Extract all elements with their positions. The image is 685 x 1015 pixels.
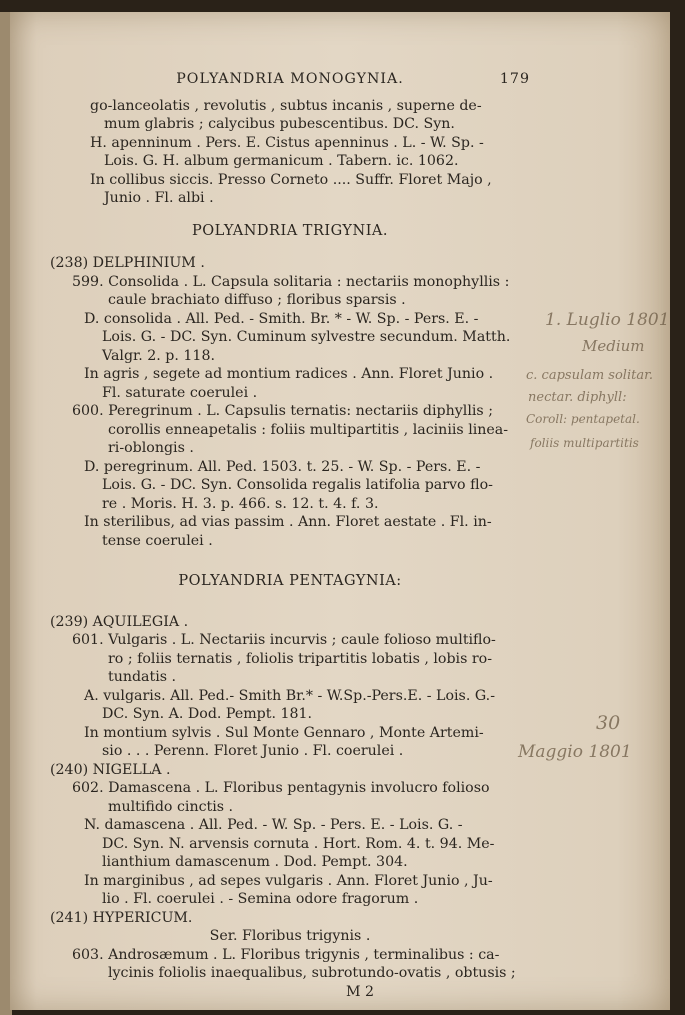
handwritten-line: Coroll: pentapetal.	[526, 412, 640, 426]
text-line: sio . . . Perenn. Floret Junio . Fl. coerulei .	[102, 743, 404, 759]
text-line: lio . Fl. coerulei . - Semina odore fragorum .	[102, 891, 419, 907]
species-line: 601. Vulgaris . L. Nectariis incurvis ; caule folioso multiflo-	[72, 632, 496, 648]
page-text	[50, 70, 530, 1001]
text-line: Lois. G. - DC. Syn. Cuminum sylvestre secundum. Matth.	[102, 329, 511, 345]
text-line: lycinis foliolis inaequalibus, subrotundo-ovatis , obtusis ;	[108, 965, 516, 981]
text-line: corollis enneapetalis : foliis multipartitis , laciniis linea-	[108, 421, 509, 438]
species-line: 600. Peregrinum . L. Capsulis ternatis: nectariis diphyllis ;	[72, 403, 493, 419]
section-heading-trigynia: POLYANDRIA TRIGYNIA.	[191, 222, 388, 239]
page-number: 179	[499, 71, 530, 87]
species-line: 603. Androsæmum . L. Floribus trigynis , terminalibus : ca-	[72, 946, 500, 963]
text-line: caule brachiato diffuso ; floribus sparsis .	[108, 292, 406, 308]
handwritten-line: foliis multipartitis	[530, 436, 639, 450]
genus-heading: (239) AQUILEGIA .	[50, 613, 189, 630]
text-line: D. consolida . All. Ped. - Smith. Br. * - W. Sp. - Pers. E. -	[84, 310, 479, 327]
handwritten-line: 30	[596, 712, 621, 734]
text-line: lianthium damascenum . Dod. Pempt. 304.	[102, 854, 408, 870]
text-line: DC. Syn. A. Dod. Pempt. 181.	[102, 706, 313, 722]
genus-heading: (240) NIGELLA .	[50, 761, 171, 778]
text-line: In montium sylvis . Sul Monte Gennaro , Monte Artemi-	[84, 724, 484, 741]
text-line: In sterilibus, ad vias passim . Ann. Floret aestate . Fl. in-	[84, 514, 492, 530]
text-line: ri-oblongis .	[108, 440, 194, 456]
running-head-title: POLYANDRIA MONOGYNIA.	[176, 71, 404, 87]
genus-heading: (241) HYPERICUM.	[50, 909, 193, 926]
species-line: 602. Damascena . L. Floribus pentagynis involucro folioso	[72, 780, 490, 796]
text-line: Fl. saturate coerulei .	[102, 384, 258, 401]
text-line: tundatis .	[108, 669, 177, 685]
text-line: re . Moris. H. 3. p. 466. s. 12. t. 4. f. 3.	[102, 495, 379, 512]
subsection-heading: Ser. Floribus trigynis .	[209, 928, 371, 944]
handwritten-line: nectar. diphyll:	[528, 390, 627, 405]
text-line: H. apenninum . Pers. E. Cistus apenninus . L. - W. Sp. -	[90, 134, 484, 151]
text-line: ro ; foliis ternatis , foliolis tripartitis lobatis , lobis ro-	[108, 650, 493, 667]
text-line: multifido cinctis .	[108, 798, 234, 815]
text-line: Lois. G. H. album germanicum . Tabern. ic. 1062.	[104, 153, 459, 169]
text-line: A. vulgaris. All. Ped.- Smith Br.* - W.Sp.-Pers.E. - Lois. G.-	[84, 687, 495, 704]
handwritten-line: c. capsulam solitar.	[526, 368, 654, 383]
genus-heading: (238) DELPHINIUM .	[50, 255, 205, 271]
text-line: In agris , segete ad montium radices . Ann. Floret Junio .	[84, 366, 494, 382]
text-line: D. peregrinum. All. Ped. 1503. t. 25. - W. Sp. - Pers. E. -	[84, 458, 481, 475]
text-line: mum glabris ; calycibus pubescentibus. DC. Syn.	[104, 116, 455, 132]
running-head	[50, 70, 530, 89]
text-line: In collibus siccis. Presso Corneto .... Suffr. Floret Majo ,	[90, 171, 492, 188]
text-line: DC. Syn. N. arvensis cornuta . Hort. Rom. 4. t. 94. Me-	[102, 835, 495, 852]
text-line: Lois. G. - DC. Syn. Consolida regalis latifolia parvo flo-	[102, 477, 493, 493]
handwritten-line: Medium	[582, 337, 645, 355]
text-line: Valgr. 2. p. 118.	[102, 347, 215, 364]
text-line: tense coerulei .	[102, 532, 213, 549]
section-heading-pentagynia: POLYANDRIA PENTAGYNIA:	[178, 573, 402, 589]
species-line: 599. Consolida . L. Capsula solitaria : nectariis monophyllis :	[72, 273, 510, 290]
handwritten-line: Maggio 1801	[518, 742, 632, 762]
handwritten-line: 1. Luglio 1801	[545, 310, 670, 330]
text-line: N. damascena . All. Ped. - W. Sp. - Pers. E. - Lois. G. -	[84, 817, 463, 833]
signature-mark: M 2	[346, 983, 375, 1000]
text-line: go-lanceolatis , revolutis , subtus incanis , superne de-	[90, 97, 482, 114]
text-line: Junio . Fl. albi .	[104, 190, 214, 206]
text-line: In marginibus , ad sepes vulgaris . Ann. Floret Junio , Ju-	[84, 872, 493, 889]
